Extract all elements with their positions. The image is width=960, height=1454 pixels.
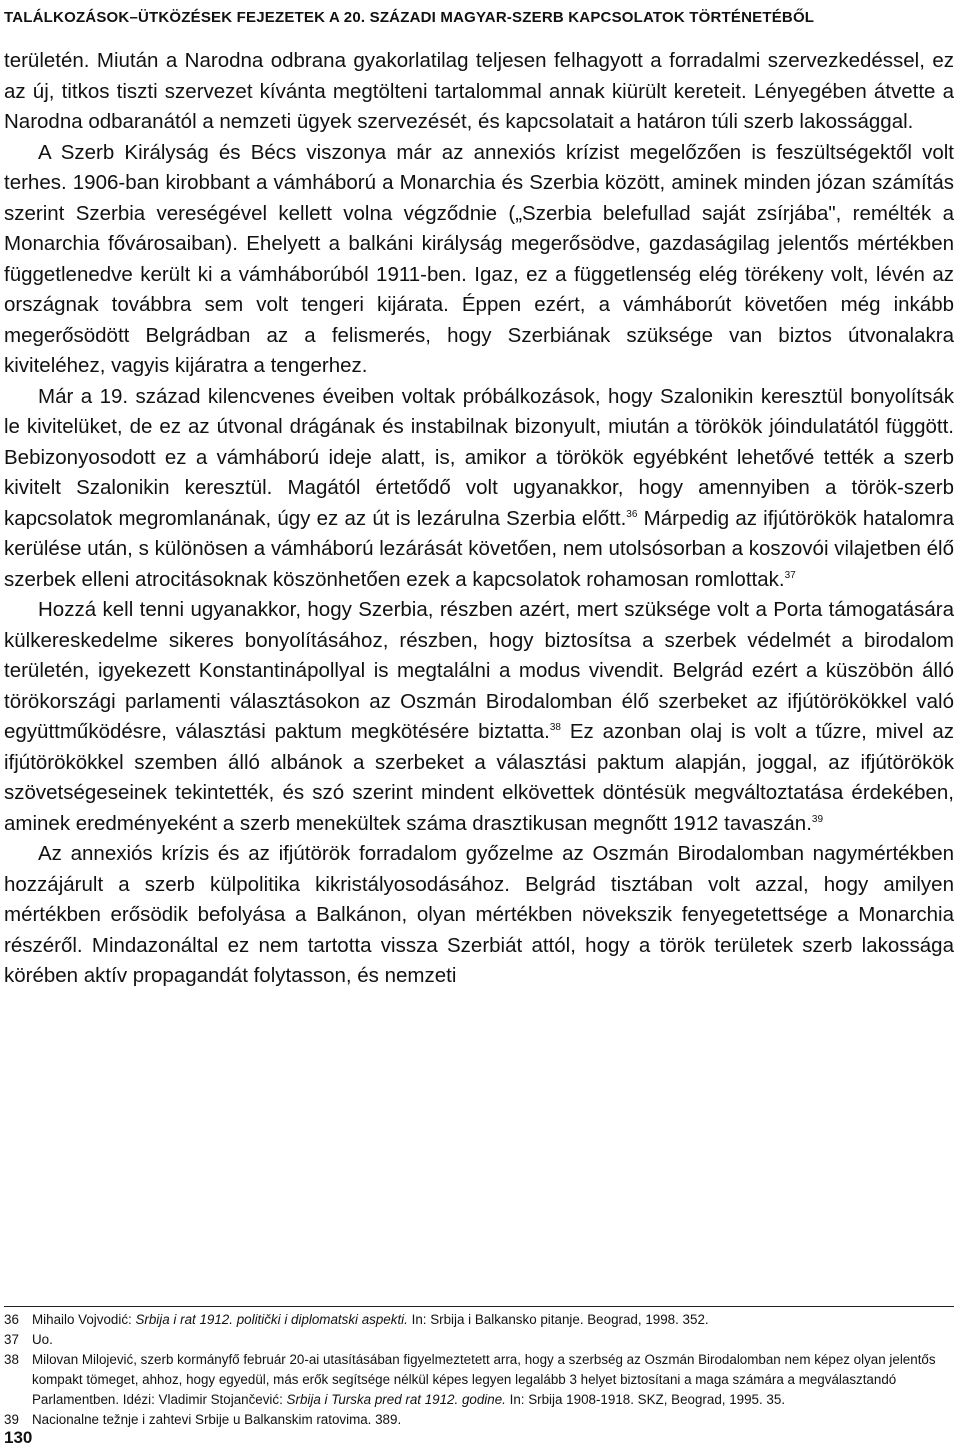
- footnote-ref-39: 39: [811, 813, 824, 825]
- footnote-text: [32, 1410, 954, 1430]
- footnote-number: 37: [4, 1332, 19, 1347]
- footnote-text-plain: Milovan Milojević, szerb kormányfő február 20-ai utasításában figyelmeztetett arra, hogy a szerbség az Oszmán Birodalomban nem képez olyan jelentős kompakt tömeget, ahhoz, hogy egyedül, más erők segítsége nélkül képes legyen legalább 3 helyet biztosítani a maga számára a megválasztandó Parlamentben. Idézi: Vladimir Stojančević:: [32, 1352, 936, 1407]
- footnotes: [4, 1310, 954, 1430]
- body-text: [4, 46, 954, 992]
- running-header-text: TALÁLKOZÁSOK–ÜTKÖZÉSEK FEJEZETEK A 20. SZÁZADI MAGYAR-SZERB KAPCSOLATOK TÖRTÉNETÉBŐL: [4, 9, 815, 26]
- footnote-text: [32, 1310, 954, 1330]
- footnote-text-plain: Uo.: [32, 1332, 53, 1347]
- footnote: [4, 1330, 954, 1350]
- footnote-text-italic: Srbija i rat 1912. politički i diplomatski aspekti.: [135, 1312, 408, 1327]
- paragraph-5: Az annexiós krízis és az ifjútörök forradalom győzelme az Oszmán Birodalomban nagymértékben hozzájárult a szerb külpolitika kikristályosodásához. Belgrád tisztában volt azzal, hogy amilyen mértékben erősödik befolyása a Balkánon, olyan mértékben növekszik fenyegetettsége a Monarchia részéről. Mindazonáltal ez nem tartotta vissza Szerbiát attól, hogy a török területek szerb lakossága körében aktív propagandát folytasson, és nemzeti: [4, 842, 954, 987]
- footnote-ref-38: 38: [549, 722, 561, 734]
- footnote-number: 39: [4, 1412, 19, 1427]
- paragraph-3-part-a: Már a 19. század kilencvenes éveiben voltak próbálkozások, hogy Szalonikin keresztül bonyolítsák le kivitelüket, de ez az útvonal drágának és instabilnak bizonyult, miután a törökök jóindulatától függött. Bebizonyosodott ez a vámháború ideje alatt, is, amikor a törökök egyébként lehetővé tették a szerb kivitelt Szalonikin keresztül. Magától értetődő volt ugyanakkor, hogy amennyiben a török-szerb kapcsolatok megromlanának, úgy ez az út is lezárulna Szerbia előtt.: [4, 384, 954, 530]
- footnote-text: [32, 1350, 954, 1410]
- footnote-number: 38: [4, 1352, 19, 1367]
- footnote-text: [32, 1330, 954, 1350]
- footnote-divider: [4, 1306, 954, 1307]
- footnote-text-plain: Mihailo Vojvodić:: [32, 1312, 136, 1327]
- footnote-number: 36: [4, 1312, 19, 1327]
- paragraph-3-part-b: Márpedig az ifjútörökök hatalomra kerülése után, s különösen a vámháború lezárását követően, nem utolsósorban a koszovói vilajetben élő szerbek elleni atrocitásoknak köszönhetően ezek a kapcsolatok rohamosan romlottak.: [4, 506, 954, 591]
- footnote-text-tail: In: Srbija 1908-1918. SKZ, Beograd, 1995. 35.: [505, 1392, 786, 1407]
- book-page: [4, 0, 954, 1454]
- footnote: [4, 1410, 954, 1430]
- footnote-text-tail: In: Srbija i Balkansko pitanje. Beograd, 1998. 352.: [407, 1312, 709, 1327]
- page-number: 130: [4, 1428, 33, 1447]
- paragraph-4: [4, 595, 954, 839]
- running-header: [4, 8, 954, 28]
- footnote: [4, 1350, 954, 1410]
- paragraph-4-part-b: Ez azonban olaj is volt a tűzre, mivel az ifjútörökökkel szemben álló albánok a szerbeket a választási paktum alapján, joggal, az ifjútörökök szövetségeseinek tekintették, és szó szerint mindent elkövettek döntésük megváltoztatása érdekében, aminek eredményeként a szerb menekültek száma drasztikusan megnőtt 1912 tavaszán.: [4, 720, 954, 835]
- paragraph-3: [4, 382, 954, 596]
- paragraph-1: területén. Miután a Narodna odbrana gyakorlatilag teljesen felhagyott a forradalmi szervezkedéssel, ez az új, titkos tiszti szervezet kívánta megtölteni tartalommal annak kiürült kereteit. Lényegében átvette a Narodna odbaranától a nemzeti ügyek szervezését, és kapcsolatait a határon túli szerb lakossággal.: [4, 49, 954, 133]
- footnote-ref-36: 36: [626, 508, 638, 520]
- paragraph-4-part-a: Hozzá kell tenni ugyanakkor, hogy Szerbia, részben azért, mert szüksége volt a Porta támogatására külkereskedelme sikeres bonyolításához, részben, hogy biztosítsa a szerbek védelmét a birodalom területén, igyekezett Konstantinápollyal is megtalálni a modus vivendit. Belgrád ezért a küszöbön álló törökországi parlamenti választásokon az Oszmán Birodalomban élő szerbeket az ifjútörökökkel való együttműködésre, választási paktum megkötésére biztatta.: [4, 598, 954, 743]
- footnote-text-italic: Srbija i Turska pred rat 1912. godine.: [286, 1392, 506, 1407]
- footnote: [4, 1310, 954, 1330]
- footnote-text-plain: Nacionalne težnje i zahtevi Srbije u Balkanskim ratovima. 389.: [32, 1412, 402, 1427]
- footnote-ref-37: 37: [784, 569, 796, 581]
- paragraph-2: A Szerb Királyság és Bécs viszonya már az annexiós krízist megelőzően is feszültségektől volt terhes. 1906-ban kirobbant a vámháború a Monarchia és Szerbia között, aminek minden józan számítás szerint Szerbia vereségével kellett volna végződnie („Szerbia belefullad saját zsírjába", remélték a Monarchia fővárosaiban). Ehelyett a balkáni királyság megerősödve, gazdaságilag jelentős mértékben függetlenedve került ki a vámháborúból 1911-ben. Igaz, ez a függetlenség elég törékeny volt, lévén az országnak továbbra sem volt tengeri kijárata. Éppen ezért, a vámháborút követően még inkább megerősödött Belgrádban az a felismerés, hogy Szerbiának szüksége van biztos útvonalakra kiviteléhez, vagyis kijáratra a tengerhez.: [4, 140, 954, 377]
